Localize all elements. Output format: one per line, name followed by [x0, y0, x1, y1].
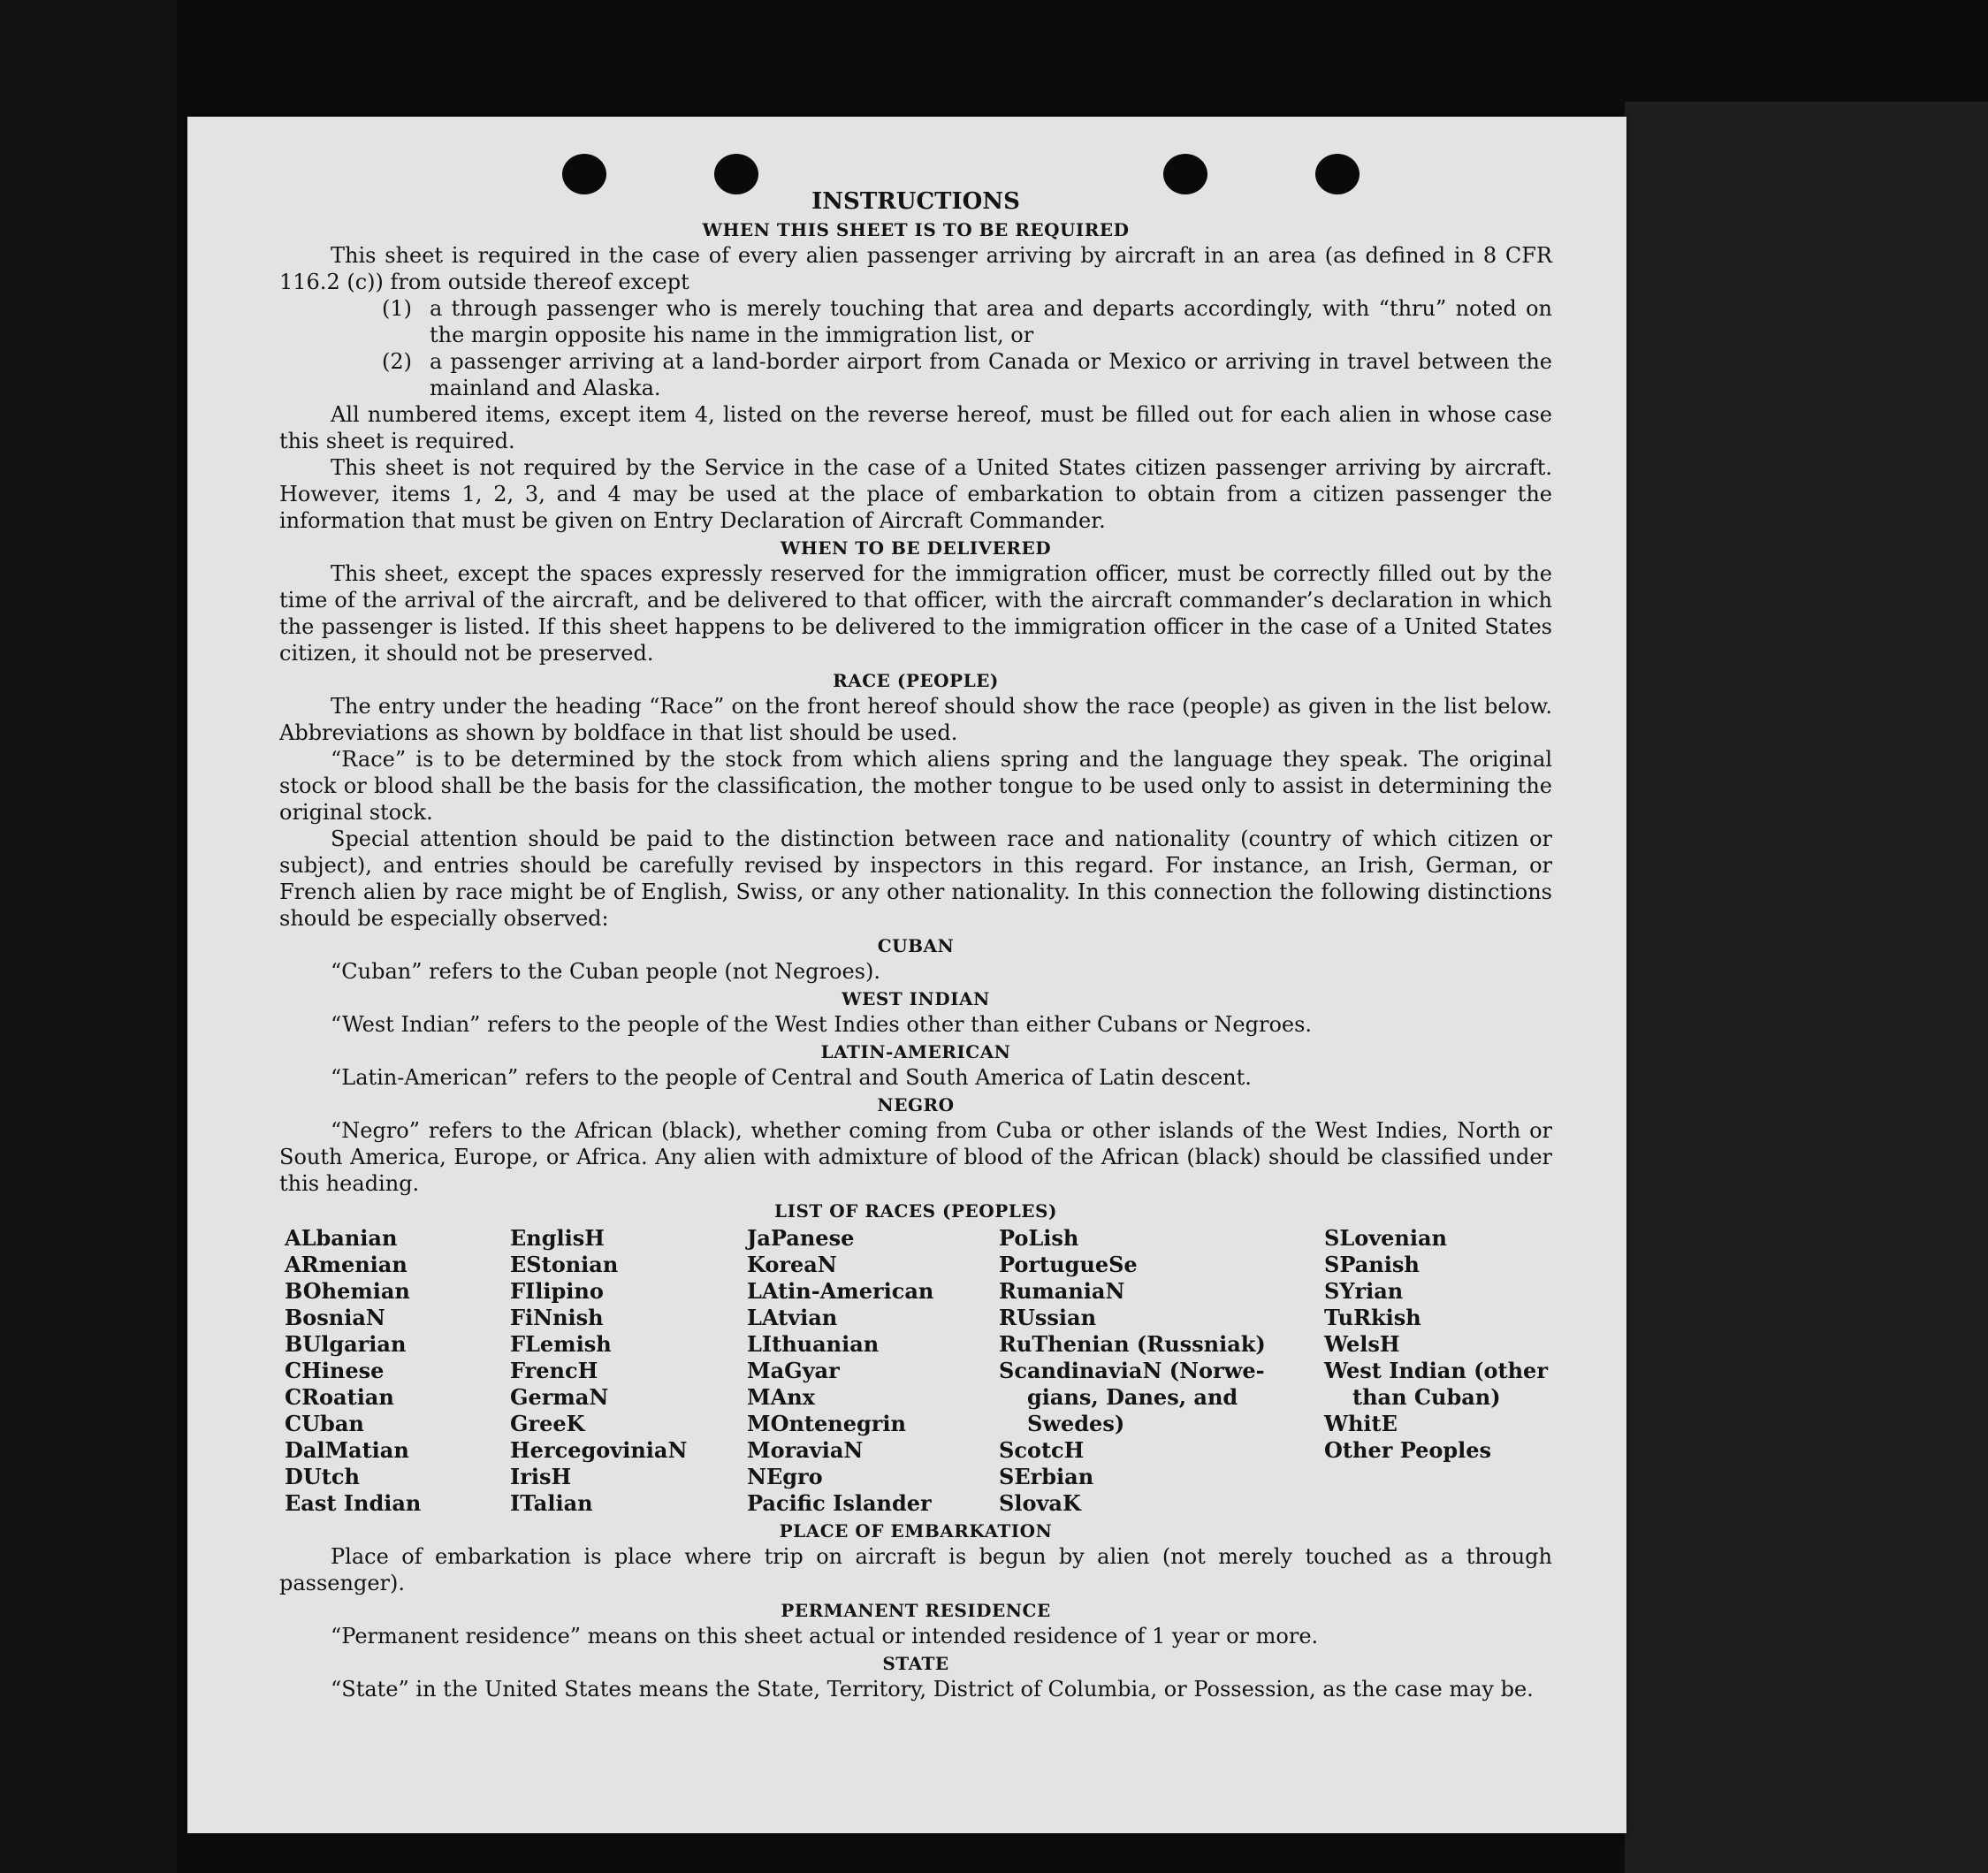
- race-para2: “Race” is to be determined by the stock from which aliens spring and the language they speak. The original stock or blood shall be the basis for the classification, the mother tongue to be used only to assist in determining the original stock.: [279, 747, 1552, 825]
- race-entry: ALbanian: [285, 1225, 398, 1251]
- section-heading-cuban: CUBAN: [877, 935, 955, 956]
- race-entry: IrisH: [510, 1464, 572, 1489]
- section-heading-when-delivered: WHEN TO BE DELIVERED: [780, 537, 1052, 559]
- race-entry: SLovenian: [1324, 1225, 1447, 1251]
- race-entry: DUtch: [285, 1464, 360, 1489]
- race-entry: ARmenian: [285, 1252, 408, 1277]
- when-required-para3: This sheet is not required by the Service in the case of a United States citizen passenger arriving by aircraft. However, items 1, 2, 3, and 4 may be used at the place of embarkation to obtain from a citizen passenger the information that must be given on Entry Declaration of Aircraft Commander.: [279, 455, 1552, 533]
- race-entry: SErbian: [999, 1464, 1094, 1489]
- race-entry: PortugueSe: [999, 1252, 1138, 1277]
- latin-american-text: “Latin-American” refers to the people of Central and South America of Latin descent.: [331, 1065, 1252, 1090]
- race-entry: FLemish: [510, 1331, 612, 1357]
- when-delivered-text: This sheet, except the spaces expressly reserved for the immigration officer, must be correctly filled out by the time of the arrival of the aircraft, and be delivered to that officer, with the aircraft commander’s declaration in which the passenger is listed. If this sheet happens to be delivered to the immigration officer in the case of a United States citizen, it should not be preserved.: [279, 561, 1552, 666]
- residence-text: “Permanent residence” means on this sheet actual or intended residence of 1 year or more.: [331, 1624, 1319, 1648]
- page-title: INSTRUCTIONS: [811, 188, 1020, 215]
- race-entry: SlovaK: [999, 1490, 1081, 1516]
- when-required-intro: This sheet is required in the case of every alien passenger arriving by aircraft in an area (as defined in 8 CFR 116.2 (c)) from outside thereof except: [279, 243, 1552, 294]
- races-list: [285, 1225, 1552, 1517]
- race-entry: gians, Danes, and: [1027, 1384, 1238, 1410]
- race-entry: East Indian: [285, 1490, 422, 1516]
- race-entry: West Indian (other: [1324, 1358, 1548, 1383]
- section-heading-list-of-races: LIST OF RACES (PEOPLES): [774, 1200, 1057, 1222]
- race-entry: TuRkish: [1324, 1305, 1421, 1330]
- race-entry: BOhemian: [285, 1278, 410, 1304]
- races-column: [285, 1225, 510, 1517]
- race-entry: CUban: [285, 1411, 364, 1436]
- exception-item-text: a passenger arriving at a land-border airport from Canada or Mexico or arriving in travel between the mainland and Alaska.: [430, 349, 1552, 400]
- races-column: [999, 1225, 1324, 1517]
- race-para1: The entry under the heading “Race” on the front hereof should show the race (people) as given in the list below. Abbreviations as shown by boldface in that list should be used.: [279, 694, 1552, 745]
- race-entry: GermaN: [510, 1384, 609, 1410]
- race-entry: FiNnish: [510, 1305, 604, 1330]
- cuban-text: “Cuban” refers to the Cuban people (not Negroes).: [331, 959, 880, 984]
- race-entry: SYrian: [1324, 1278, 1404, 1304]
- race-entry: Swedes): [1027, 1411, 1125, 1436]
- race-entry: MOntenegrin: [747, 1411, 906, 1436]
- race-entry: GreeK: [510, 1411, 585, 1436]
- race-entry: WhitE: [1324, 1411, 1398, 1436]
- state-text: “State” in the United States means the State, Territory, District of Columbia, or Possession, as the case may be.: [331, 1677, 1534, 1702]
- document-page: [187, 117, 1626, 1833]
- section-heading-race: RACE (PEOPLE): [833, 670, 999, 691]
- race-entry: DalMatian: [285, 1437, 409, 1463]
- scan-background-left: [0, 0, 177, 1873]
- race-entry: EStonian: [510, 1252, 619, 1277]
- race-entry: ScotcH: [999, 1437, 1085, 1463]
- race-entry: KoreaN: [747, 1252, 837, 1277]
- exception-item-number: (2): [382, 349, 412, 374]
- race-entry: BUlgarian: [285, 1331, 407, 1357]
- west-indian-text: “West Indian” refers to the people of the West Indies other than either Cubans or Negroes.: [331, 1012, 1313, 1037]
- section-heading-permanent-residence: PERMANENT RESIDENCE: [781, 1600, 1051, 1621]
- race-entry: RumaniaN: [999, 1278, 1125, 1304]
- race-entry: MoraviaN: [747, 1437, 864, 1463]
- race-entry: NEgro: [747, 1464, 823, 1489]
- scan-background-sheet: [1625, 102, 1988, 1873]
- section-heading-latin-american: LATIN-AMERICAN: [820, 1041, 1011, 1062]
- exception-item-text: a through passenger who is merely touching that area and departs accordingly, with “thru” noted on the margin opposite his name in the immigration list, or: [430, 296, 1552, 347]
- race-entry: LAtvian: [747, 1305, 838, 1330]
- races-column: [510, 1225, 747, 1517]
- race-entry: HercegoviniaN: [510, 1437, 688, 1463]
- negro-text: “Negro” refers to the African (black), whether coming from Cuba or other islands of the West Indies, North or South America, Europe, or Africa. Any alien with admixture of blood of the African (black) should be classified under this heading.: [279, 1118, 1552, 1196]
- race-entry: Other Peoples: [1324, 1437, 1492, 1463]
- race-entry: EnglisH: [510, 1225, 605, 1251]
- exception-item: [279, 295, 1552, 348]
- races-column: [1324, 1225, 1558, 1517]
- instructions-body: [279, 187, 1552, 1702]
- race-entry: RuThenian (Russniak): [999, 1331, 1266, 1357]
- race-entry: WelsH: [1324, 1331, 1400, 1357]
- race-entry: CHinese: [285, 1358, 385, 1383]
- race-entry: MaGyar: [747, 1358, 840, 1383]
- section-heading-west-indian: WEST INDIAN: [842, 988, 990, 1009]
- races-column: [747, 1225, 999, 1517]
- when-required-para2: All numbered items, except item 4, listed on the reverse hereof, must be filled out for each alien in whose case this sheet is required.: [279, 402, 1552, 453]
- race-entry: CRoatian: [285, 1384, 394, 1410]
- race-entry: LIthuanian: [747, 1331, 880, 1357]
- section-heading-state: STATE: [882, 1653, 949, 1674]
- race-para3: Special attention should be paid to the distinction between race and nationality (country of which citizen or subject), and entries should be carefully revised by inspectors in this regard. For instance, an Irish, German, or French alien by race might be of English, Swiss, or any other nationality. In this connection the following distinctions should be especially observed:: [279, 826, 1552, 931]
- race-entry: than Cuban): [1352, 1384, 1501, 1410]
- section-heading-negro: NEGRO: [877, 1094, 955, 1115]
- exception-item-number: (1): [382, 296, 412, 321]
- race-entry: BosniaN: [285, 1305, 385, 1330]
- race-entry: RUssian: [999, 1305, 1097, 1330]
- race-entry: FrencH: [510, 1358, 598, 1383]
- race-entry: PoLish: [999, 1225, 1079, 1251]
- race-entry: MAnx: [747, 1384, 815, 1410]
- race-entry: ScandinaviaN (Norwe-: [999, 1358, 1265, 1383]
- race-entry: JaPanese: [747, 1225, 855, 1251]
- race-entry: ITalian: [510, 1490, 593, 1516]
- section-heading-when-required: WHEN THIS SHEET IS TO BE REQUIRED: [702, 219, 1130, 240]
- race-entry: Pacific Islander: [747, 1490, 932, 1516]
- race-entry: FIlipino: [510, 1278, 604, 1304]
- section-heading-embarkation: PLACE OF EMBARKATION: [779, 1520, 1053, 1542]
- exception-item: [279, 348, 1552, 401]
- embarkation-text: Place of embarkation is place where trip on aircraft is begun by alien (not merely touched as a through passenger).: [279, 1544, 1552, 1595]
- race-entry: SPanish: [1324, 1252, 1420, 1277]
- race-entry: LAtin-American: [747, 1278, 934, 1304]
